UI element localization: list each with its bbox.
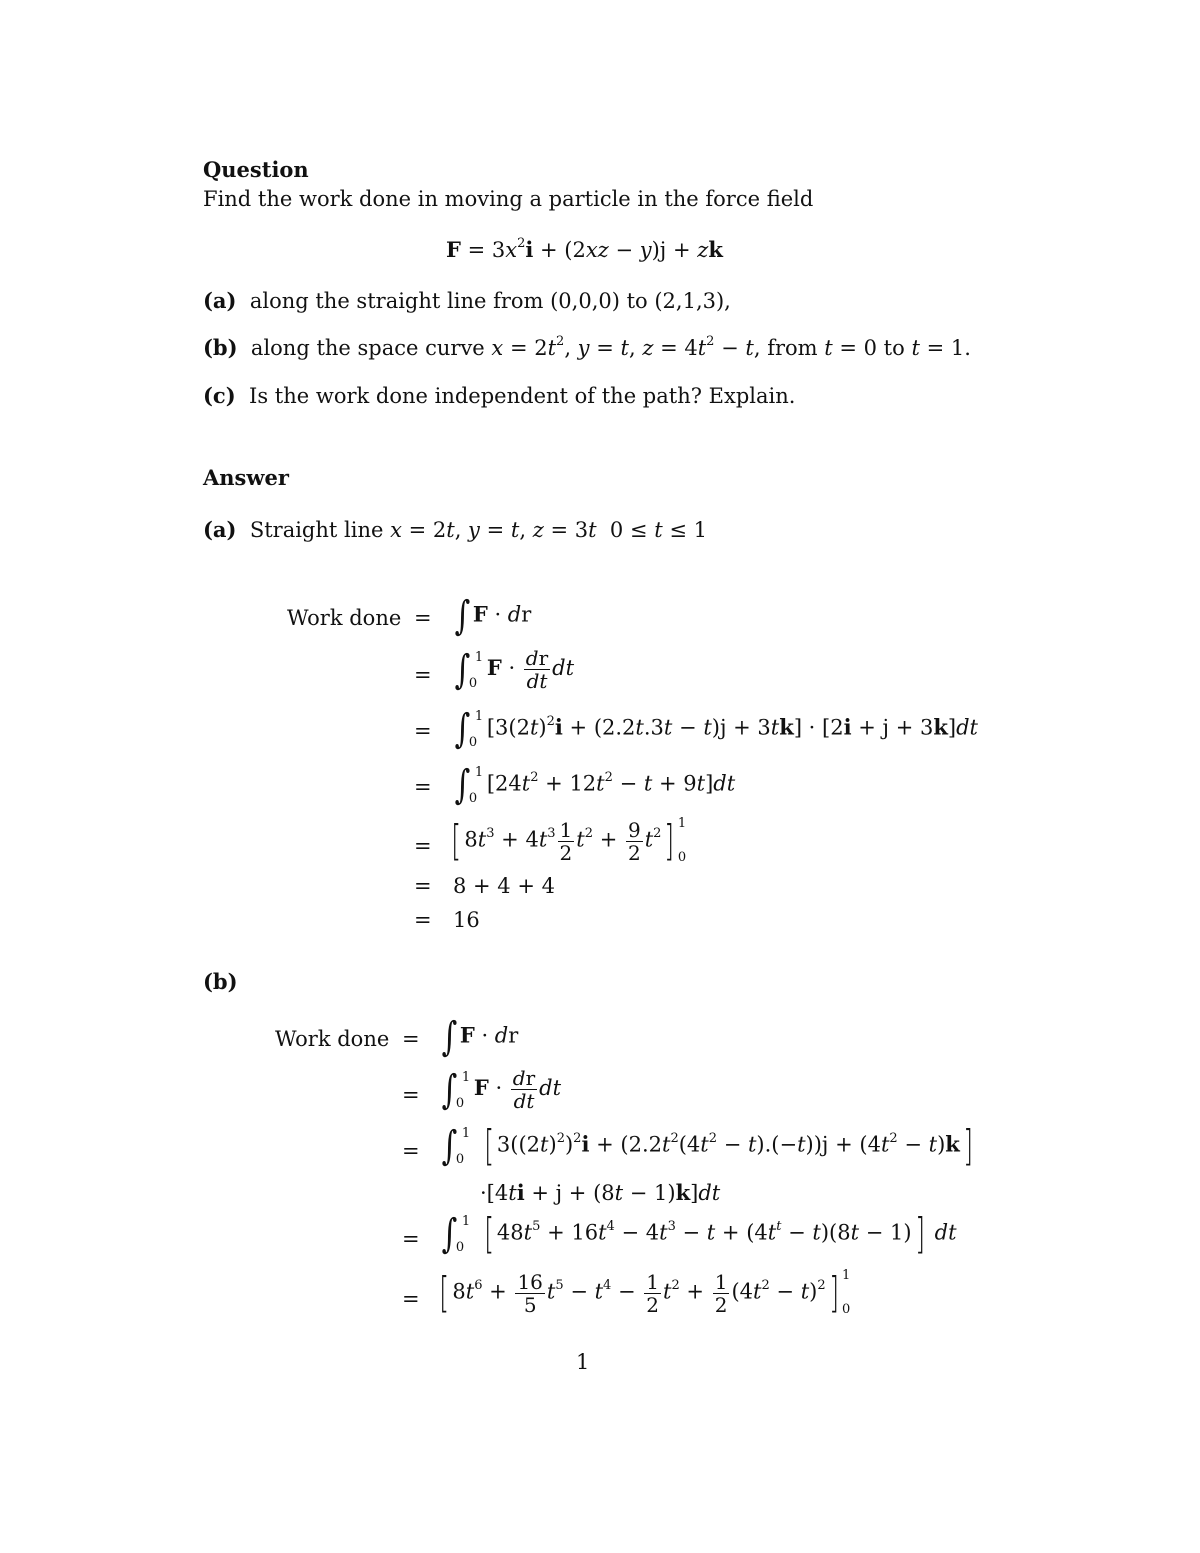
eq-sign: = xyxy=(414,834,432,858)
step-b-5: ∫ 1 0 [ $48t^5 + 16t^4 - 4t^3 - t + (4t^t - t)(8t - 1)$] dt xyxy=(441,1209,957,1258)
force-field-equation: $F = 3x^2i + (2xz - y)j$ + zk xyxy=(446,236,723,262)
step-a-2: ∫ 1 0 F · $\frac{dr}{dt}$ dt xyxy=(454,646,575,693)
part-c-label: (c) xyxy=(203,383,236,408)
part-c-text: Is the work done independent of the path? Explain. xyxy=(249,384,796,408)
step-a-1: ∫ F · dr xyxy=(454,593,532,639)
step-a-4: ∫ 1 0 $[24t^2 + 12t^2 - t + 9t]dt$ xyxy=(454,762,736,808)
page-number: 1 xyxy=(576,1350,590,1374)
answer-part-a-label: (a) xyxy=(203,517,237,542)
answer-part-a-intro: (a) Straight line x = 2t, y = t, z = 3t 0 ≤ t ≤ 1 xyxy=(203,517,707,542)
question-part-c xyxy=(203,384,795,408)
eq-sign: = xyxy=(414,775,432,799)
step-a-5: [ $8t^3 + 4t^3$ $\frac{1}{2}$ $t^2$ + $\frac{9}{2}$ $t^2$] 1 0 xyxy=(451,816,687,865)
eq-sign: = xyxy=(414,719,432,743)
work-done-label-b: Work done xyxy=(275,1027,390,1051)
eq-sign: = xyxy=(402,1287,420,1311)
question-part-a: (a) along the straight line from (0,0,0) to (2,1,3), xyxy=(203,288,731,313)
eq-sign: = xyxy=(414,606,432,630)
step-b-3: ∫ 1 0 [ $3((2t)^2)^2i + (2.2t^2(4t^2 - t).(-t))j + (4t^2 - t)k$] xyxy=(441,1121,973,1170)
eq-sign: = xyxy=(414,908,432,932)
answer-heading: Answer xyxy=(203,465,289,490)
step-a-6: 8 + 4 + 4 xyxy=(453,874,555,898)
eq-sign: = xyxy=(414,874,432,898)
step-b-1: ∫ F · dr xyxy=(441,1014,519,1060)
eq-sign: = xyxy=(402,1227,420,1251)
answer-part-b-label: (b) xyxy=(203,969,238,994)
step-b-6: [ $8t^6$ + $\frac{16}{5}$ $t^5 - t^4$ − $\frac{1}{2}$ $t^2$ + $\frac{1}{2}$ $(4t^2 - t)^2$] 1 0 xyxy=(439,1268,851,1317)
eq-sign: = xyxy=(414,663,432,687)
step-b-4: ·[4ti + j + (8t − 1)k]dt xyxy=(480,1180,721,1205)
eq-sign: = xyxy=(402,1027,420,1051)
part-b-label: (b) xyxy=(203,335,238,360)
question-intro: Find the work done in moving a particle in the force field xyxy=(203,187,814,211)
step-b-2: ∫ 1 0 F · $\frac{dr}{dt}$ dt xyxy=(441,1066,562,1113)
step-a-3: ∫ 1 0 $[3(2t)^2i + (2.2t.3t - t)j + 3tk] \cdot [2i + j + 3k]dt$ xyxy=(454,706,978,752)
work-done-label-a: Work done xyxy=(287,606,402,630)
question-part-b: (b) along the space curve $x = 2t^2$, y = t, $z = 4t^2 - t$, from t = 0 to t = 1. xyxy=(203,334,971,360)
question-heading: Question xyxy=(203,157,309,182)
step-a-7: 16 xyxy=(453,908,480,932)
eq-sign: = xyxy=(402,1139,420,1163)
eq-sign: = xyxy=(402,1083,420,1107)
part-a-label: (a) xyxy=(203,288,237,313)
